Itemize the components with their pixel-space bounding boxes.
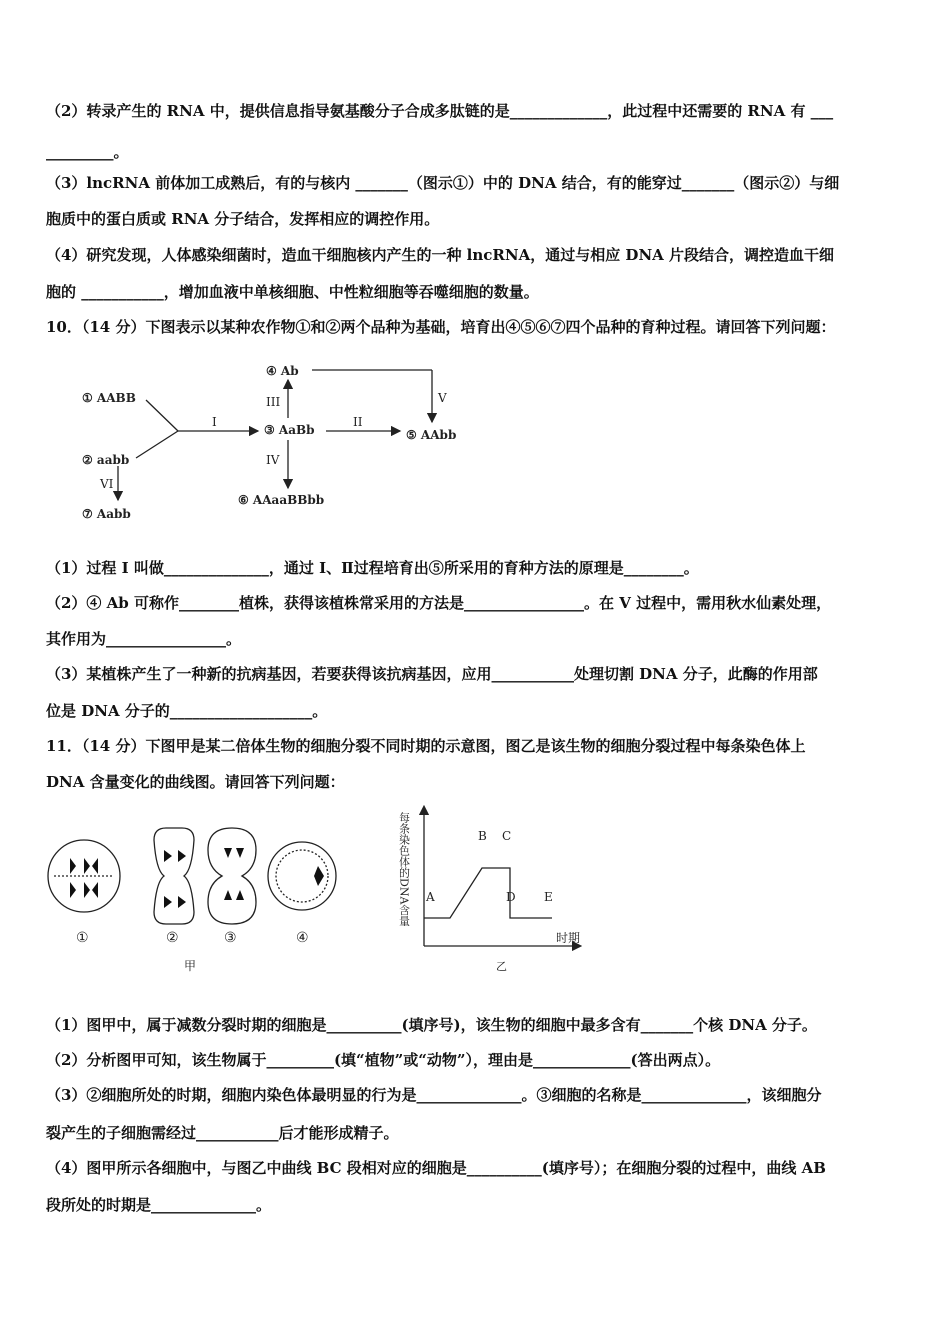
step-II: II [353,415,363,429]
chart-point-A: A [426,890,435,904]
cell-4 [268,842,336,910]
cell-2 [154,828,194,924]
q11-stem-1: 11．（14 分）下图甲是某二倍体生物的细胞分裂不同时期的示意图，图乙是该生物的细胞分裂过程中每条染色体上 [46,737,806,755]
cell-2-chromosomes-top [164,850,186,862]
q11-line-4: 裂产生的子细胞需经过___________后才能形成精子。 [46,1124,399,1142]
q11-line-2: （2）分析图甲可知，该生物属于_________(填“植物”或“动物”），理由是_____________(答出两点）。 [46,1051,721,1069]
q10-line-2: （2）④ Ab 可称作________植株，获得该植株常采用的方法是________________。在 V 过程中，需用秋水仙素处理， [46,594,832,612]
q10-line-1: （1）过程 I 叫做______________，通过 I、Ⅱ过程培育出⑤所采用的育种方法的原理是________。 [46,559,699,577]
figure-jia [44,820,354,980]
step-III: III [266,395,281,409]
chart-point-B: B [478,829,487,843]
q10-line-4: （3）某植株产生了一种新的抗病基因，若要获得该抗病基因，应用___________处理切割 DNA 分子，此酶的作用部 [46,665,818,683]
step-I: I [212,415,217,429]
node-3: ③ AaBb [264,423,315,437]
cell-label-2: ② [166,930,179,946]
cell-1-chromosomes-top [70,858,98,874]
figure-jia-label: 甲 [184,959,197,973]
q11-line-6: 段所处的时期是______________。 [46,1196,272,1214]
line-2-to-junction [136,431,178,458]
step-VI: VI [100,477,114,491]
step-IV: IV [266,453,280,467]
cell-4-chromosome-light [284,868,288,884]
q9-line-5: （4）研究发现，人体感染细菌时，造血干细胞核内产生的一种 lncRNA，通过与相应 DNA 片段结合，调控造血干细 [46,246,835,264]
cell-label-1: ① [76,930,89,946]
q9-line-3: （3）lncRNA 前体加工成熟后，有的与核内 _______（图示①）中的 DNA 结合，有的能穿过_______（图示②）与细 [46,174,840,192]
cell-label-3: ③ [224,930,237,946]
cell-4-chromosome-dark [314,866,324,886]
node-7: ⑦ Aabb [82,507,131,521]
q9-line-4: 胞质中的蛋白质或 RNA 分子结合，发挥相应的调控作用。 [46,210,440,228]
q10-line-3: 其作用为________________。 [46,630,242,648]
breeding-diagram [60,350,500,530]
q9-line-2: _________。 [46,143,129,161]
q10-stem: 10．（14 分）下图表示以某种农作物①和②两个品种为基础，培育出④⑤⑥⑦四个品种的育种过程。请回答下列问题： [46,318,836,336]
cell-3-chromosomes-bottom [224,890,244,900]
node-2: ② aabb [82,453,130,467]
q11-stem-2: DNA 含量变化的曲线图。请回答下列问题： [46,773,345,791]
q11-line-3: （3）②细胞所处的时期，细胞内染色体最明显的行为是______________。③细胞的名称是______________，该细胞分 [46,1086,822,1104]
step-V: V [438,391,447,405]
figure-yi-chart [392,800,612,980]
chart-point-D: D [506,890,516,904]
line-1-to-junction [146,400,178,431]
chart-xlabel: 时期 [556,931,581,945]
q11-line-5: （4）图甲所示各细胞中，与图乙中曲线 BC 段相对应的细胞是__________(填序号）；在细胞分裂的过程中，曲线 AB [46,1159,826,1177]
node-6: ⑥ AAaaBBbb [238,493,325,507]
cell-1-chromosomes-bottom [70,882,98,898]
cell-3 [208,828,256,924]
chart-point-E: E [544,890,553,904]
q11-line-1: （1）图甲中，属于减数分裂时期的细胞是__________(填序号)，该生物的细胞中最多含有_______个核 DNA 分子。 [46,1016,817,1034]
cell-2-chromosomes-bottom [164,896,186,908]
chart-title: 乙 [496,960,507,973]
chart-ylabel: 每条染色体的DNA含量 [397,812,411,927]
q9-line-1: （2）转录产生的 RNA 中，提供信息指导氨基酸分子合成多肽链的是_____________，此过程中还需要的 RNA 有 ___ [46,102,834,120]
q9-line-6: 胞的 ___________，增加血液中单核细胞、中性粒细胞等吞噬细胞的数量。 [46,283,539,301]
node-4: ④ Ab [266,364,299,378]
node-5: ⑤ AAbb [406,428,457,442]
cell-3-chromosomes-top [224,848,244,858]
node-1: ① AABB [82,391,136,405]
chart-point-C: C [502,829,512,843]
q10-line-5: 位是 DNA 分子的___________________。 [46,702,328,720]
chart-series-line [424,868,552,918]
cell-label-4: ④ [296,930,309,946]
